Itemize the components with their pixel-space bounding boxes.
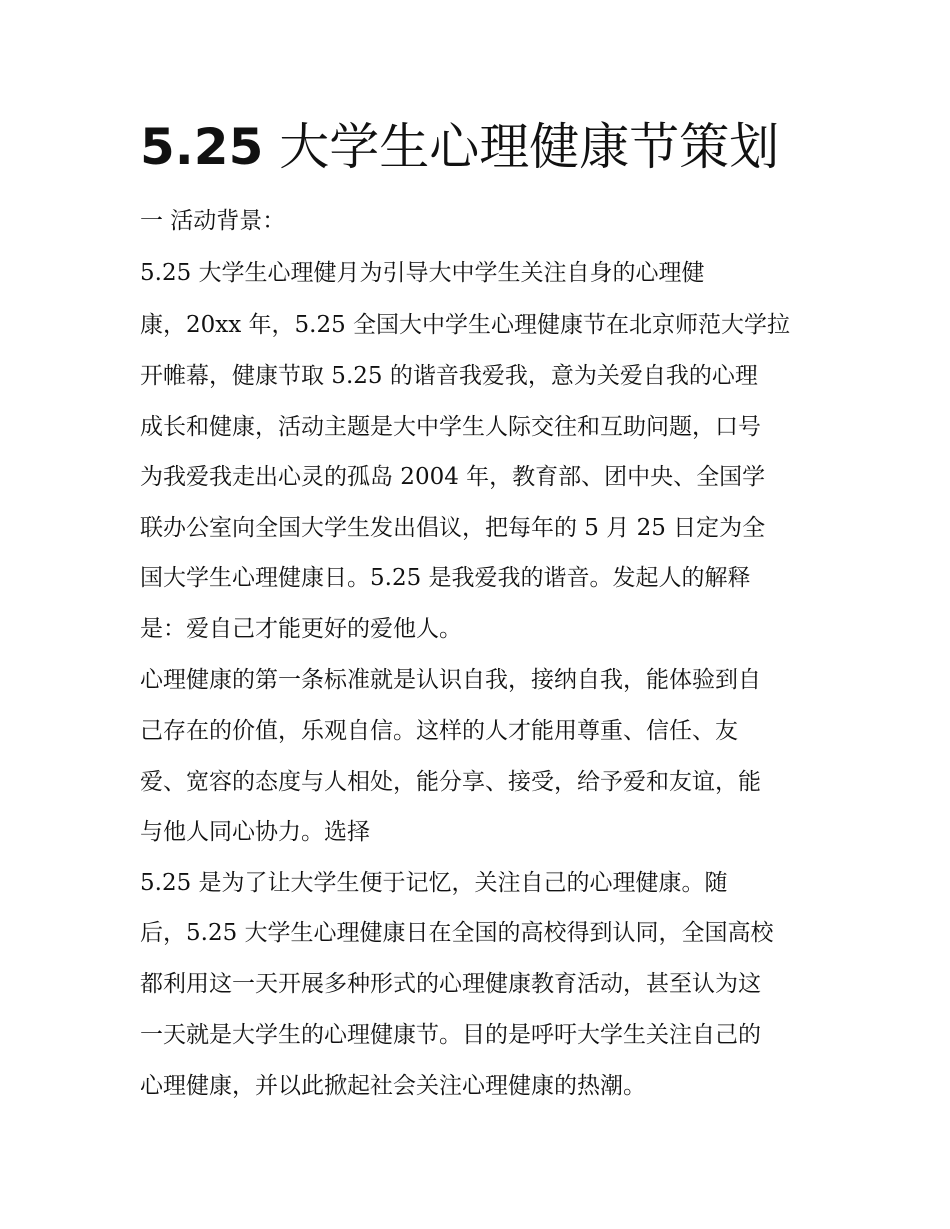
paragraph-line: 成长和健康，活动主题是大中学生人际交往和互助问题，口号: [140, 414, 761, 440]
paragraph-line: 康，20xx 年，5.25 全国大中学生心理健康节在北京师范大学拉: [140, 312, 791, 338]
paragraph-line: 一天就是大学生的心理健康节。目的是呼吁大学生关注自己的: [140, 1022, 761, 1048]
paragraph-line: 与他人同心协力。选择: [140, 819, 370, 845]
paragraph-line: 开帷幕，健康节取 5.25 的谐音我爱我，意为关爱自我的心理: [140, 363, 758, 389]
paragraph-line: 为我爱我走出心灵的孤岛 2004 年，教育部、团中央、全国学: [140, 464, 766, 490]
paragraph-line: 联办公室向全国大学生发出倡议，把每年的 5 月 25 日定为全: [140, 515, 766, 541]
paragraph-line: 心理健康，并以此掀起社会关注心理健康的热潮。: [140, 1073, 646, 1099]
paragraph-line: 后，5.25 大学生心理健康日在全国的高校得到认同，全国高校: [140, 920, 774, 946]
paragraph-line: 是：爱自己才能更好的爱他人。: [140, 616, 462, 642]
page-title: [140, 112, 779, 182]
paragraph-line: 心理健康的第一条标准就是认识自我，接纳自我，能体验到自: [140, 667, 761, 693]
paragraph-line: 都利用这一天开展多种形式的心理健康教育活动，甚至认为这: [140, 971, 761, 997]
title-text: 大学生心理健康节策划: [279, 118, 780, 176]
paragraph-line: 己存在的价值，乐观自信。这样的人才能用尊重、信任、友: [140, 718, 738, 744]
paragraph-line: 爱、宽容的态度与人相处，能分享、接受，给予爱和友谊，能: [140, 769, 761, 795]
title-number: 5.25: [140, 118, 264, 176]
section-heading: 一 活动背景：: [140, 208, 286, 234]
paragraph-line: 国大学生心理健康日。5.25 是我爱我的谐音。发起人的解释: [140, 565, 751, 591]
paragraph-line: 5.25 是为了让大学生便于记忆，关注自己的心理健康。随: [140, 870, 728, 896]
paragraph-line: 5.25 大学生心理健月为引导大中学生关注自身的心理健: [140, 260, 705, 286]
